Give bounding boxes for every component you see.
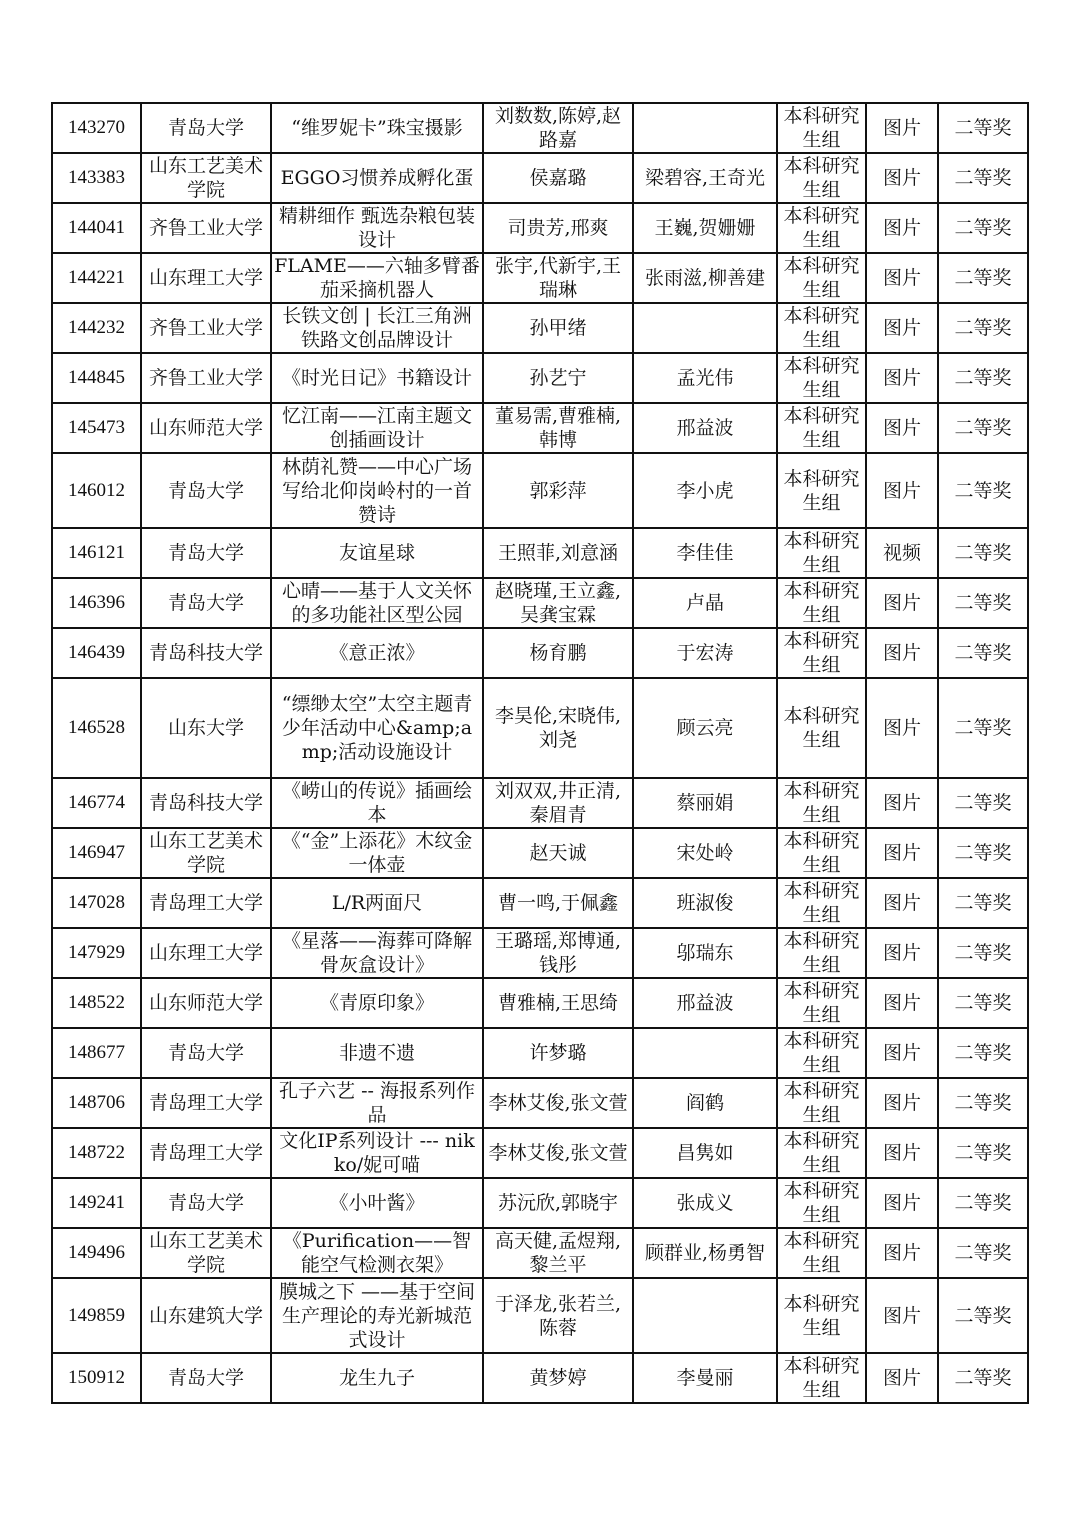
award-cell: 二等奖 (938, 828, 1028, 878)
award-cell: 二等奖 (938, 778, 1028, 828)
table-row (52, 1078, 1028, 1128)
award-cell: 二等奖 (938, 1128, 1028, 1178)
work-title-cell: “缥缈太空”太空主题青少年活动中心&amp;amp;活动设施设计 (271, 678, 483, 778)
work-type-cell: 图片 (866, 1028, 938, 1078)
school-cell: 青岛大学 (141, 1178, 271, 1228)
advisors-cell: 宋处岭 (633, 828, 777, 878)
group-cell: 本科研究生组 (777, 303, 866, 353)
work-type-cell: 图片 (866, 1228, 938, 1278)
award-cell: 二等奖 (938, 453, 1028, 528)
school-cell: 青岛大学 (141, 578, 271, 628)
work-type-cell: 图片 (866, 1128, 938, 1178)
work-title-cell: 长铁文创 | 长江三角洲铁路文创品牌设计 (271, 303, 483, 353)
work-title-cell: FLAME——六轴多臂番茄采摘机器人 (271, 253, 483, 303)
authors-cell: 董易需,曹雅楠,韩博 (483, 403, 633, 453)
group-cell: 本科研究生组 (777, 878, 866, 928)
table-row (52, 778, 1028, 828)
work-title-cell: 《“金”上添花》木纹金一体壶 (271, 828, 483, 878)
advisors-cell: 于宏涛 (633, 628, 777, 678)
school-cell: 山东师范大学 (141, 403, 271, 453)
entry-id-cell: 146947 (52, 828, 141, 878)
table-row (52, 403, 1028, 453)
advisors-cell: 阎鹤 (633, 1078, 777, 1128)
group-cell: 本科研究生组 (777, 1278, 866, 1353)
entry-id-cell: 148677 (52, 1028, 141, 1078)
entry-id-cell: 149859 (52, 1278, 141, 1353)
group-cell: 本科研究生组 (777, 928, 866, 978)
authors-cell: 刘双双,井正清,秦眉青 (483, 778, 633, 828)
group-cell: 本科研究生组 (777, 528, 866, 578)
advisors-cell: 邢益波 (633, 978, 777, 1028)
advisors-cell: 李曼丽 (633, 1353, 777, 1403)
work-type-cell: 图片 (866, 978, 938, 1028)
table-row (52, 1353, 1028, 1403)
award-cell: 二等奖 (938, 1078, 1028, 1128)
work-title-cell: 忆江南——江南主题文创插画设计 (271, 403, 483, 453)
table-row (52, 1128, 1028, 1178)
authors-cell: 曹雅楠,王思绮 (483, 978, 633, 1028)
authors-cell: 张宇,代新宇,王瑞琳 (483, 253, 633, 303)
work-type-cell: 图片 (866, 828, 938, 878)
entry-id-cell: 144221 (52, 253, 141, 303)
work-type-cell: 图片 (866, 203, 938, 253)
entry-id-cell: 147028 (52, 878, 141, 928)
award-cell: 二等奖 (938, 528, 1028, 578)
table-row (52, 1278, 1028, 1353)
award-cell: 二等奖 (938, 878, 1028, 928)
advisors-cell: 梁碧容,王奇光 (633, 153, 777, 203)
entry-id-cell: 144232 (52, 303, 141, 353)
authors-cell: 于泽龙,张若兰,陈蓉 (483, 1278, 633, 1353)
entry-id-cell: 148706 (52, 1078, 141, 1128)
group-cell: 本科研究生组 (777, 578, 866, 628)
table-row (52, 1178, 1028, 1228)
award-cell: 二等奖 (938, 253, 1028, 303)
authors-cell: 李昊伦,宋晓伟,刘尧 (483, 678, 633, 778)
work-type-cell: 图片 (866, 1078, 938, 1128)
entry-id-cell: 146012 (52, 453, 141, 528)
work-title-cell: 孔子六艺 -- 海报系列作品 (271, 1078, 483, 1128)
school-cell: 青岛科技大学 (141, 628, 271, 678)
entry-id-cell: 150912 (52, 1353, 141, 1403)
work-type-cell: 图片 (866, 1178, 938, 1228)
authors-cell: 黄梦婷 (483, 1353, 633, 1403)
group-cell: 本科研究生组 (777, 678, 866, 778)
entry-id-cell: 143383 (52, 153, 141, 203)
work-type-cell: 图片 (866, 103, 938, 153)
entry-id-cell: 146774 (52, 778, 141, 828)
table-row (52, 928, 1028, 978)
award-cell: 二等奖 (938, 1228, 1028, 1278)
authors-cell: 侯嘉璐 (483, 153, 633, 203)
award-cell: 二等奖 (938, 1278, 1028, 1353)
advisors-cell: 蔡丽娟 (633, 778, 777, 828)
school-cell: 青岛大学 (141, 1353, 271, 1403)
table-row (52, 453, 1028, 528)
school-cell: 齐鲁工业大学 (141, 353, 271, 403)
work-title-cell: 友谊星球 (271, 528, 483, 578)
work-title-cell: L/R两面尺 (271, 878, 483, 928)
school-cell: 青岛理工大学 (141, 878, 271, 928)
entry-id-cell: 147929 (52, 928, 141, 978)
work-type-cell: 图片 (866, 928, 938, 978)
entry-id-cell: 148522 (52, 978, 141, 1028)
entry-id-cell: 144041 (52, 203, 141, 253)
work-title-cell: 龙生九子 (271, 1353, 483, 1403)
authors-cell: 苏沅欣,郭晓宇 (483, 1178, 633, 1228)
authors-cell: 孙艺宁 (483, 353, 633, 403)
advisors-cell: 邬瑞东 (633, 928, 777, 978)
school-cell: 青岛大学 (141, 103, 271, 153)
advisors-cell: 顾群业,杨勇智 (633, 1228, 777, 1278)
authors-cell: 赵晓瑾,王立鑫,吴龚宝霖 (483, 578, 633, 628)
table-row (52, 103, 1028, 153)
work-type-cell: 图片 (866, 153, 938, 203)
group-cell: 本科研究生组 (777, 353, 866, 403)
award-cell: 二等奖 (938, 678, 1028, 778)
award-cell: 二等奖 (938, 1028, 1028, 1078)
work-type-cell: 图片 (866, 453, 938, 528)
advisors-cell: 孟光伟 (633, 353, 777, 403)
entry-id-cell: 149496 (52, 1228, 141, 1278)
authors-cell: 王照菲,刘意涵 (483, 528, 633, 578)
award-cell: 二等奖 (938, 978, 1028, 1028)
authors-cell: 李林艾俊,张文萱 (483, 1078, 633, 1128)
work-title-cell: 《Purification——智能空气检测衣架》 (271, 1228, 483, 1278)
group-cell: 本科研究生组 (777, 453, 866, 528)
authors-cell: 许梦璐 (483, 1028, 633, 1078)
school-cell: 青岛理工大学 (141, 1078, 271, 1128)
work-title-cell: 《时光日记》书籍设计 (271, 353, 483, 403)
table-row (52, 828, 1028, 878)
authors-cell: 司贵芳,邢爽 (483, 203, 633, 253)
work-type-cell: 图片 (866, 778, 938, 828)
table-row (52, 578, 1028, 628)
authors-cell: 李林艾俊,张文萱 (483, 1128, 633, 1178)
authors-cell: 赵天诚 (483, 828, 633, 878)
work-title-cell: 文化IP系列设计 --- nikko/妮可喵 (271, 1128, 483, 1178)
group-cell: 本科研究生组 (777, 1028, 866, 1078)
table-row (52, 153, 1028, 203)
school-cell: 山东师范大学 (141, 978, 271, 1028)
work-title-cell: 《崂山的传说》插画绘本 (271, 778, 483, 828)
school-cell: 青岛科技大学 (141, 778, 271, 828)
table-row (52, 1228, 1028, 1278)
advisors-cell (633, 1278, 777, 1353)
work-type-cell: 图片 (866, 403, 938, 453)
work-type-cell: 图片 (866, 678, 938, 778)
group-cell: 本科研究生组 (777, 403, 866, 453)
award-cell: 二等奖 (938, 103, 1028, 153)
school-cell: 山东工艺美术学院 (141, 153, 271, 203)
group-cell: 本科研究生组 (777, 828, 866, 878)
advisors-cell: 卢晶 (633, 578, 777, 628)
table-row (52, 628, 1028, 678)
work-title-cell: EGGO习惯养成孵化蛋 (271, 153, 483, 203)
work-title-cell: 《星落——海葬可降解骨灰盒设计》 (271, 928, 483, 978)
work-type-cell: 图片 (866, 253, 938, 303)
award-cell: 二等奖 (938, 578, 1028, 628)
group-cell: 本科研究生组 (777, 253, 866, 303)
advisors-cell: 张雨滋,柳善建 (633, 253, 777, 303)
table-row (52, 878, 1028, 928)
advisors-cell: 李小虎 (633, 453, 777, 528)
entry-id-cell: 146121 (52, 528, 141, 578)
table-row (52, 978, 1028, 1028)
school-cell: 山东大学 (141, 678, 271, 778)
group-cell: 本科研究生组 (777, 628, 866, 678)
advisors-cell: 顾云亮 (633, 678, 777, 778)
work-title-cell: 精耕细作 甄选杂粮包装设计 (271, 203, 483, 253)
advisors-cell: 班淑俊 (633, 878, 777, 928)
document-page (51, 102, 1029, 1404)
authors-cell: 曹一鸣,于佩鑫 (483, 878, 633, 928)
school-cell: 青岛理工大学 (141, 1128, 271, 1178)
entry-id-cell: 146439 (52, 628, 141, 678)
advisors-cell: 邢益波 (633, 403, 777, 453)
authors-cell: 郭彩萍 (483, 453, 633, 528)
table-row (52, 528, 1028, 578)
school-cell: 齐鲁工业大学 (141, 203, 271, 253)
entry-id-cell: 146528 (52, 678, 141, 778)
work-title-cell: 心晴——基于人文关怀的多功能社区型公园 (271, 578, 483, 628)
group-cell: 本科研究生组 (777, 103, 866, 153)
award-cell: 二等奖 (938, 928, 1028, 978)
award-cell: 二等奖 (938, 1178, 1028, 1228)
advisors-cell (633, 1028, 777, 1078)
group-cell: 本科研究生组 (777, 778, 866, 828)
advisors-cell: 李佳佳 (633, 528, 777, 578)
work-type-cell: 图片 (866, 1353, 938, 1403)
advisors-cell: 张成义 (633, 1178, 777, 1228)
group-cell: 本科研究生组 (777, 203, 866, 253)
advisors-cell: 王巍,贺姗姗 (633, 203, 777, 253)
authors-cell: 刘数数,陈婷,赵路嘉 (483, 103, 633, 153)
advisors-cell (633, 103, 777, 153)
table-row (52, 1028, 1028, 1078)
work-title-cell: 膜城之下 ——基于空间生产理论的寿光新城范式设计 (271, 1278, 483, 1353)
work-title-cell: 《意正浓》 (271, 628, 483, 678)
group-cell: 本科研究生组 (777, 1078, 866, 1128)
entry-id-cell: 149241 (52, 1178, 141, 1228)
work-type-cell: 图片 (866, 878, 938, 928)
award-cell: 二等奖 (938, 353, 1028, 403)
school-cell: 齐鲁工业大学 (141, 303, 271, 353)
table-row (52, 203, 1028, 253)
group-cell: 本科研究生组 (777, 1128, 866, 1178)
school-cell: 青岛大学 (141, 528, 271, 578)
group-cell: 本科研究生组 (777, 1178, 866, 1228)
group-cell: 本科研究生组 (777, 153, 866, 203)
entry-id-cell: 145473 (52, 403, 141, 453)
work-title-cell: 林荫礼赞——中心广场写给北仰岗岭村的一首赞诗 (271, 453, 483, 528)
award-cell: 二等奖 (938, 628, 1028, 678)
work-type-cell: 图片 (866, 1278, 938, 1353)
award-cell: 二等奖 (938, 303, 1028, 353)
advisors-cell (633, 303, 777, 353)
work-type-cell: 视频 (866, 528, 938, 578)
entry-id-cell: 148722 (52, 1128, 141, 1178)
authors-cell: 孙甲绪 (483, 303, 633, 353)
entry-id-cell: 146396 (52, 578, 141, 628)
work-title-cell: 《小叶酱》 (271, 1178, 483, 1228)
school-cell: 山东理工大学 (141, 253, 271, 303)
work-type-cell: 图片 (866, 628, 938, 678)
award-cell: 二等奖 (938, 153, 1028, 203)
school-cell: 山东工艺美术学院 (141, 828, 271, 878)
authors-cell: 杨育鹏 (483, 628, 633, 678)
work-title-cell: “维罗妮卡”珠宝摄影 (271, 103, 483, 153)
school-cell: 山东工艺美术学院 (141, 1228, 271, 1278)
work-title-cell: 非遗不遗 (271, 1028, 483, 1078)
school-cell: 山东建筑大学 (141, 1278, 271, 1353)
group-cell: 本科研究生组 (777, 1228, 866, 1278)
authors-cell: 高天健,孟煜翔,黎兰平 (483, 1228, 633, 1278)
work-title-cell: 《青原印象》 (271, 978, 483, 1028)
table-body (52, 103, 1028, 1403)
award-table (51, 102, 1029, 1404)
work-type-cell: 图片 (866, 303, 938, 353)
entry-id-cell: 144845 (52, 353, 141, 403)
table-row (52, 353, 1028, 403)
group-cell: 本科研究生组 (777, 1353, 866, 1403)
award-cell: 二等奖 (938, 403, 1028, 453)
group-cell: 本科研究生组 (777, 978, 866, 1028)
advisors-cell: 昌隽如 (633, 1128, 777, 1178)
authors-cell: 王璐瑶,郑博通,钱彤 (483, 928, 633, 978)
entry-id-cell: 143270 (52, 103, 141, 153)
table-row (52, 678, 1028, 778)
table-row (52, 303, 1028, 353)
school-cell: 山东理工大学 (141, 928, 271, 978)
work-type-cell: 图片 (866, 353, 938, 403)
table-row (52, 253, 1028, 303)
school-cell: 青岛大学 (141, 453, 271, 528)
school-cell: 青岛大学 (141, 1028, 271, 1078)
award-cell: 二等奖 (938, 1353, 1028, 1403)
work-type-cell: 图片 (866, 578, 938, 628)
award-cell: 二等奖 (938, 203, 1028, 253)
